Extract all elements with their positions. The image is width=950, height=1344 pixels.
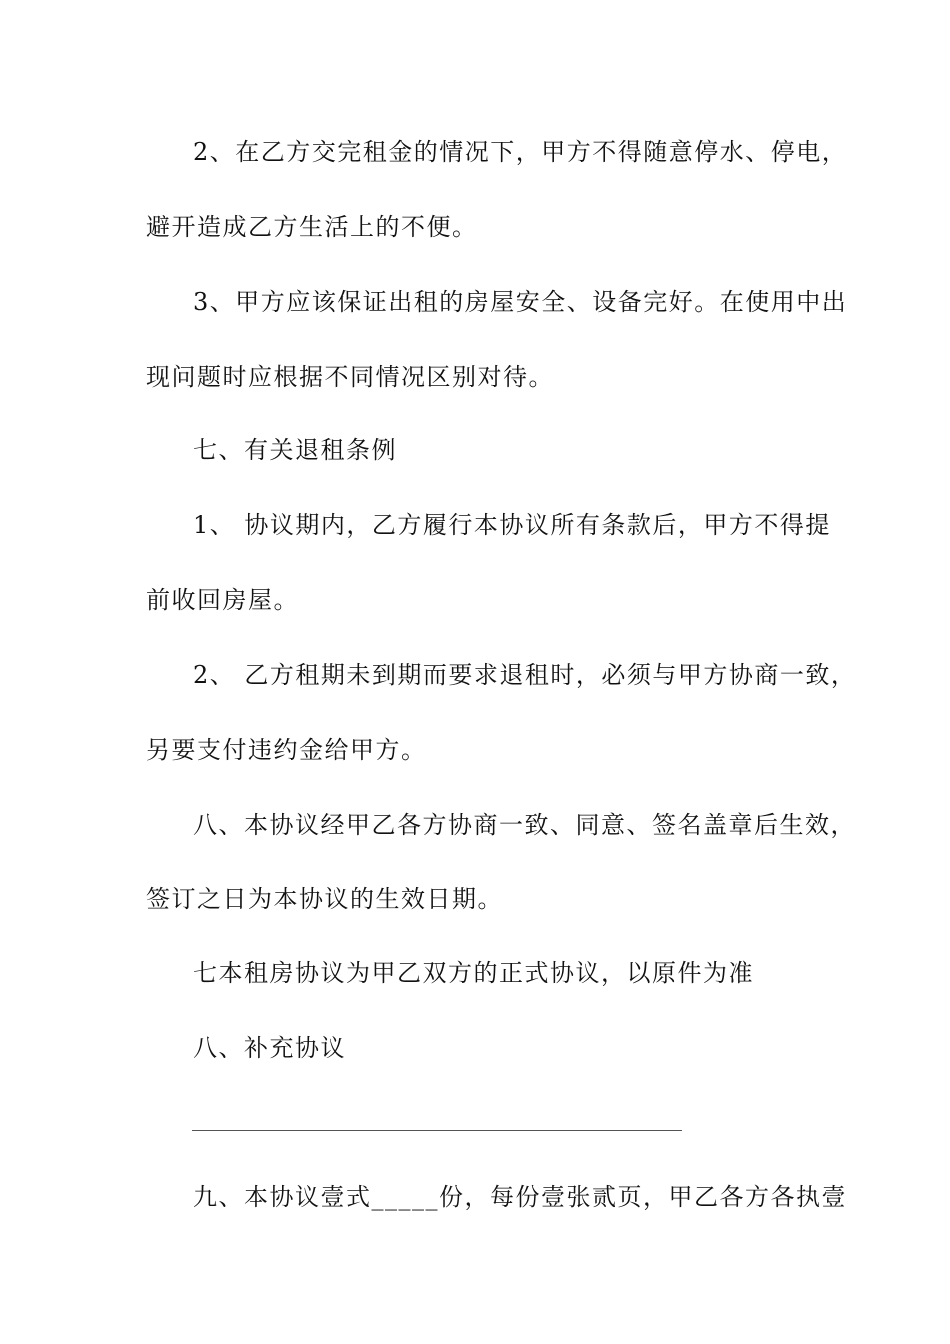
section-8-line-2: 签订之日为本协议的生效日期。 bbox=[146, 885, 503, 913]
supplementary-heading: 八、补充协议 bbox=[193, 1034, 346, 1062]
section-8-line-1: 八、本协议经甲乙各方协商一致、同意、签名盖章后生效， bbox=[193, 811, 856, 839]
clause-6-3-line-1: 3、甲方应该保证出租的房屋安全、设备完好。在使用中出 bbox=[193, 288, 848, 316]
section-7-heading: 七、有关退租条例 bbox=[193, 436, 397, 464]
clause-7-1-line-2: 前收回房屋。 bbox=[146, 586, 299, 614]
clause-7-1-line-1: 1、 协议期内，乙方履行本协议所有条款后，甲方不得提 bbox=[193, 511, 831, 539]
clause-7-2-line-1: 2、 乙方租期未到期而要求退租时，必须与甲方协商一致， bbox=[193, 661, 857, 689]
clause-6-2-line-1: 2、在乙方交完租金的情况下，甲方不得随意停水、停电， bbox=[193, 138, 848, 166]
clause-7-2-line-2: 另要支付违约金给甲方。 bbox=[146, 736, 427, 764]
original-copy-clause: 七本租房协议为甲乙双方的正式协议，以原件为准 bbox=[193, 959, 754, 987]
clause-6-3-line-2: 现问题时应根据不同情况区别对待。 bbox=[146, 363, 554, 391]
section-9-line-1: 九、本协议壹式_____份，每份壹张贰页，甲乙各方各执壹 bbox=[193, 1183, 847, 1211]
clause-6-2-line-2: 避开造成乙方生活上的不便。 bbox=[146, 213, 478, 241]
supplementary-blank-line bbox=[192, 1130, 682, 1131]
